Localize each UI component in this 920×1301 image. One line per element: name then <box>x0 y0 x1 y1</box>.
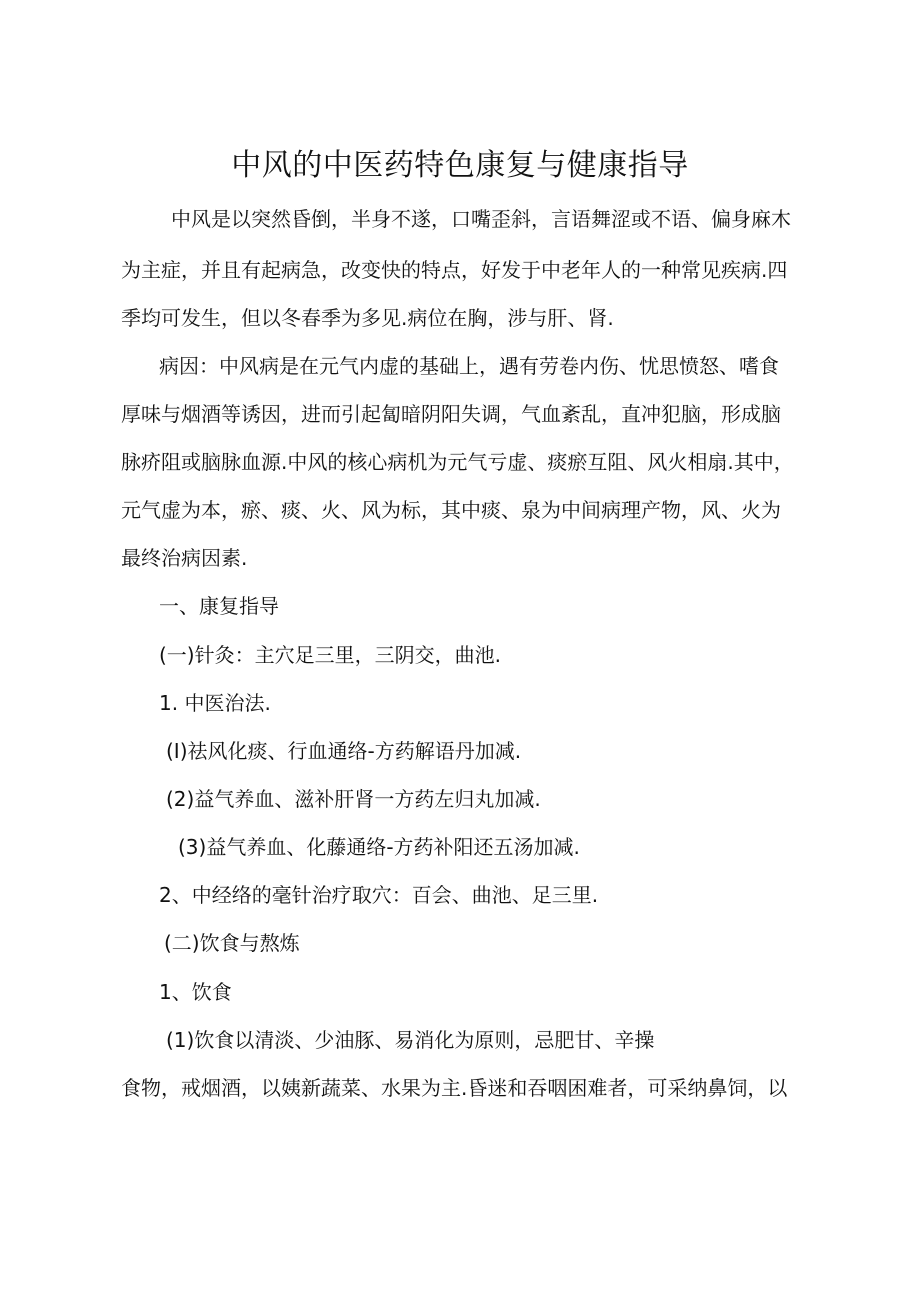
list-item: 1. 中医治法. <box>159 691 271 715</box>
paragraph-line: 为主症，并且有起病急，改变快的特点，好发于中老年人的一种常见疾病.四 <box>121 258 788 282</box>
list-item: (3)益气养血、化藤通络-方药补阳还五汤加减. <box>178 835 580 859</box>
list-item: (I)祛风化痰、行血通络-方药解语丹加减. <box>166 739 522 763</box>
subsection-heading: (二)饮食与熬炼 <box>164 931 300 955</box>
paragraph-line: 食物，戒烟酒，以姨新蔬菜、水果为主.昏迷和吞咽困难者，可采纳鼻饲，以 <box>121 1076 788 1100</box>
paragraph-line: 元气虚为本，瘀、痰、火、风为标，其中痰、泉为中间病理产物，风、火为 <box>121 498 781 522</box>
list-item: (2)益气养血、滋补肝肾一方药左归丸加减. <box>166 787 541 811</box>
list-item: 2、中经络的毫针治疗取穴：百会、曲池、足三里. <box>159 883 599 907</box>
section-heading: 一、康复指导 <box>159 594 279 618</box>
subsection-heading: (一)针灸：主穴足三里，三阴交，曲池. <box>159 643 501 667</box>
page-title: 中风的中医药特色康复与健康指导 <box>231 148 689 183</box>
list-item: (1)饮食以清淡、少油豚、易消化为原则，忌肥甘、辛操 <box>166 1028 655 1052</box>
paragraph-line: 最终治病因素. <box>121 546 248 570</box>
paragraph-line: 脉疥阻或脑脉血源.中风的核心病机为元气亏虚、痰瘀互阻、风火相扇.其中， <box>121 450 794 474</box>
paragraph-line: 中风是以突然昏倒，半身不遂，口嘴歪斜，言语舞涩或不语、偏身麻木 <box>171 207 791 231</box>
paragraph-line: 厚味与烟酒等诱因，进而引起匐暗阴阳失调，气血紊乱，直冲犯脑，形成脑 <box>121 402 781 426</box>
paragraph-line: 病因：中风病是在元气内虚的基础上，遇有劳卷内伤、忧思愤怒、嗜食 <box>159 354 779 378</box>
list-item: 1、饮食 <box>159 980 232 1004</box>
paragraph-line: 季均可发生，但以冬春季为多见.病位在胸，涉与肝、肾. <box>121 306 614 330</box>
